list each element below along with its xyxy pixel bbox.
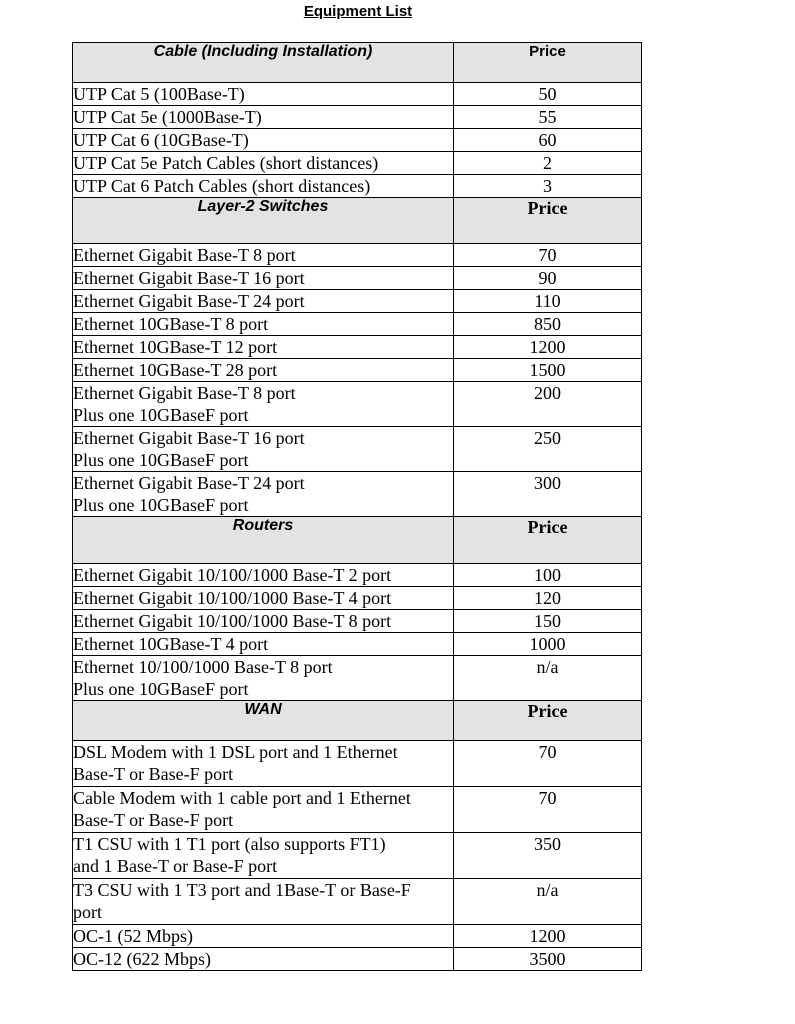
table-row <box>73 925 642 948</box>
table-row <box>73 587 642 610</box>
item-price: 90 <box>454 267 642 290</box>
item-name <box>73 382 454 427</box>
item-price: 55 <box>454 106 642 129</box>
item-name: Ethernet Gigabit Base-T 24 port <box>73 290 454 313</box>
item-name: Ethernet 10GBase-T 4 port <box>73 633 454 656</box>
table-row <box>73 427 642 472</box>
item-price: 3500 <box>454 948 642 971</box>
section-header-cable <box>73 43 642 83</box>
item-price: 350 <box>454 833 642 879</box>
item-name: Ethernet Gigabit 10/100/1000 Base-T 4 port <box>73 587 454 610</box>
section-header-routers <box>73 517 642 564</box>
item-name <box>73 656 454 701</box>
item-name: UTP Cat 6 Patch Cables (short distances) <box>73 175 454 198</box>
item-name: Ethernet Gigabit Base-T 16 port <box>73 267 454 290</box>
price-column-header: Price <box>454 43 642 83</box>
item-price: 70 <box>454 244 642 267</box>
item-name-line2: Plus one 10GBaseF port <box>73 495 249 515</box>
item-name: OC-1 (52 Mbps) <box>73 925 454 948</box>
equipment-table <box>72 42 642 971</box>
item-price: 1200 <box>454 336 642 359</box>
section-title: Layer-2 Switches <box>73 198 454 244</box>
item-name: Ethernet Gigabit 10/100/1000 Base-T 2 port <box>73 564 454 587</box>
item-name-line2: Base-T or Base-F port <box>73 764 234 784</box>
item-price: 250 <box>454 427 642 472</box>
table-row <box>73 633 642 656</box>
price-column-header: Price <box>454 198 642 244</box>
table-row <box>73 359 642 382</box>
item-name-line1: Ethernet Gigabit Base-T 16 port <box>73 428 305 448</box>
item-price: n/a <box>454 879 642 925</box>
table-row <box>73 741 642 787</box>
item-name-line1: Ethernet Gigabit Base-T 8 port <box>73 383 296 403</box>
item-name <box>73 427 454 472</box>
item-price: n/a <box>454 656 642 701</box>
item-name <box>73 741 454 787</box>
table-row <box>73 267 642 290</box>
item-price: 1200 <box>454 925 642 948</box>
item-name-line2: and 1 Base-T or Base-F port <box>73 856 278 876</box>
item-name: Ethernet Gigabit 10/100/1000 Base-T 8 port <box>73 610 454 633</box>
table-row <box>73 175 642 198</box>
table-row <box>73 244 642 267</box>
item-name-line2: port <box>73 902 102 922</box>
section-header-switches <box>73 198 642 244</box>
table-row <box>73 83 642 106</box>
item-name <box>73 879 454 925</box>
item-name: UTP Cat 6 (10GBase-T) <box>73 129 454 152</box>
table-row <box>73 290 642 313</box>
table-row <box>73 313 642 336</box>
item-price: 1500 <box>454 359 642 382</box>
item-name-line1: T1 CSU with 1 T1 port (also supports FT1) <box>73 834 386 854</box>
table-row <box>73 106 642 129</box>
table-row <box>73 879 642 925</box>
item-name <box>73 787 454 833</box>
table-row <box>73 833 642 879</box>
item-name-line1: Cable Modem with 1 cable port and 1 Ethernet <box>73 788 411 808</box>
page-title: Equipment List <box>303 3 413 20</box>
table-row <box>73 152 642 175</box>
table-row <box>73 472 642 517</box>
item-name-line2: Plus one 10GBaseF port <box>73 679 249 699</box>
item-name-line1: T3 CSU with 1 T3 port and 1Base-T or Base-F <box>73 880 411 900</box>
item-name: UTP Cat 5 (100Base-T) <box>73 83 454 106</box>
section-title: Cable (Including Installation) <box>73 43 454 83</box>
table-row <box>73 948 642 971</box>
item-name-line2: Plus one 10GBaseF port <box>73 450 249 470</box>
item-name-line1: DSL Modem with 1 DSL port and 1 Ethernet <box>73 742 398 762</box>
item-price: 60 <box>454 129 642 152</box>
item-name: UTP Cat 5e Patch Cables (short distances) <box>73 152 454 175</box>
table-row <box>73 656 642 701</box>
item-name: Ethernet Gigabit Base-T 8 port <box>73 244 454 267</box>
item-name: UTP Cat 5e (1000Base-T) <box>73 106 454 129</box>
table-row <box>73 129 642 152</box>
item-price: 3 <box>454 175 642 198</box>
item-price: 2 <box>454 152 642 175</box>
table-row <box>73 382 642 427</box>
item-name-line1: Ethernet 10/100/1000 Base-T 8 port <box>73 657 333 677</box>
section-title: Routers <box>73 517 454 564</box>
item-price: 110 <box>454 290 642 313</box>
item-price: 1000 <box>454 633 642 656</box>
item-price: 70 <box>454 787 642 833</box>
item-name: Ethernet 10GBase-T 28 port <box>73 359 454 382</box>
item-price: 850 <box>454 313 642 336</box>
item-name: Ethernet 10GBase-T 12 port <box>73 336 454 359</box>
item-name-line2: Plus one 10GBaseF port <box>73 405 249 425</box>
price-column-header: Price <box>454 701 642 741</box>
price-column-header: Price <box>454 517 642 564</box>
table-row <box>73 787 642 833</box>
item-price: 100 <box>454 564 642 587</box>
section-title: WAN <box>73 701 454 741</box>
item-price: 70 <box>454 741 642 787</box>
table-row <box>73 336 642 359</box>
item-price: 50 <box>454 83 642 106</box>
item-name-line2: Base-T or Base-F port <box>73 810 234 830</box>
table-row <box>73 564 642 587</box>
item-name: OC-12 (622 Mbps) <box>73 948 454 971</box>
section-header-wan <box>73 701 642 741</box>
item-price: 200 <box>454 382 642 427</box>
item-price: 150 <box>454 610 642 633</box>
item-name <box>73 833 454 879</box>
item-name: Ethernet 10GBase-T 8 port <box>73 313 454 336</box>
item-price: 300 <box>454 472 642 517</box>
item-name-line1: Ethernet Gigabit Base-T 24 port <box>73 473 305 493</box>
item-name <box>73 472 454 517</box>
item-price: 120 <box>454 587 642 610</box>
table-row <box>73 610 642 633</box>
